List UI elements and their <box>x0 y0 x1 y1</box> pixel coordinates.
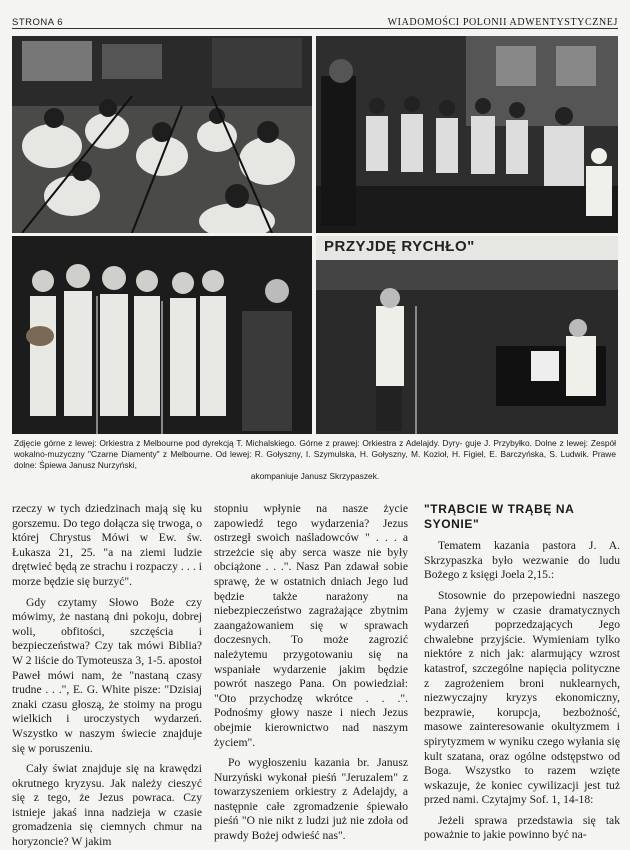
caption-line-1: Zdjęcie górne z lewej: Orkiestra z Melbourne pod dyrekcją T. Michalskiego. Górne z prawej: Orkiestra z Adelajdy. Dyry- <box>14 438 463 448</box>
caption-line-3: I. Szymulska, H. Gołyszny, M. Kozioł, H. Figiel, E. Barczyńska, S. Ludwik. Prawe dolne: Śpiewa Janusz Nurzyński, <box>14 449 617 470</box>
paragraph: Cały świat znajduje się na krawędzi okrutnego kryzysu. Jak należy cieszyć się z tego, że Jezus powraca. Czy istnieje jakaś inna nadzieja w czasie gromadzenia się ciemnych chmur na horyzoncie? W jakim <box>12 762 202 849</box>
paragraph: Po wygłoszeniu kazania br. Janusz Nurzyński wykonał pieśń "Jeruzalem" z towarzyszeniem orkiestry z Adelajdy, a następnie całe zgromadzenie śpiewało pieśń "O nie nikt z ludzi już nie zdoła od prawdy Bożej odwieść nas". <box>214 756 408 843</box>
caption-line-4: akompaniuje Janusz Skrzypaszek. <box>250 471 380 481</box>
paragraph: Tematem kazania pastora J. A. Skrzypaszka było wezwanie do ludu Bożego z księgi Joela 2,15.: <box>424 539 620 582</box>
article-column-1 <box>12 502 202 850</box>
article-column-2 <box>214 502 408 844</box>
paragraph: stopniu wpłynie na nasze życie zapowiedź tego wydarzenia? Jezus ostrzegł swoich naśladowców " . . . a strzeżcie się aby serca wasze nie były obciążone . . .". Nasz Pan zdawał sobie sprawę, że w ostatnich dniach Jego lud będzie także narażony na niebezpieczeństwo zagrażające zbytnim zaangażowaniem się w sprawach doczesnych. To może zagrozić należytemu przygotowaniu się na wspaniałe wydarzenie jakim będzie powrót naszego Pana. On powiedział: "Oto przychodzę wkrótce . . .". Podnośmy głowy nasze i niech Jezus obejmie kierownictwo nad naszym życiem". <box>214 502 408 749</box>
photo-orchestra-adelaide <box>316 36 618 233</box>
paragraph: Gdy czytamy Słowo Boże czy mówimy, że nastaną dni pokoju, dobrej woli, obfitości, szczęścia i bezpieczeństwa? Czy tak mówi Biblia? W 2 liście do Tymoteusza 3, 1-5. apostoł Paweł mówi nam, że "nastaną czasy trudne . . .", E. G. White pisze: "Dzisiaj znaki czasu głoszą, że stoimy na progu wielkich i uroczystych wydarzeń. Wszystko w naszym świecie znajduje się w poruszeniu. <box>12 595 202 755</box>
paragraph: rzeczy w tych dziedzinach mają się ku gorszemu. Do tego dołącza się trwoga, o której Chrystus Mówi w Ew. św. Łukasza 21, 25. "a na ziemi ludzie drętwieć będą ze strachu i rozpaczy . . . i morze będzie się burzyć". <box>12 502 202 588</box>
paragraph: Jeżeli sprawa przedstawia się tak poważnie to jakie powinno być na- <box>424 813 620 842</box>
section-heading: "TRĄBCIE W TRĄBĘ NA SYONIE" <box>424 502 574 531</box>
page-number: STRONA 6 <box>12 17 63 28</box>
banner-przyjde-rychlo: PRZYJDĘ RYCHŁO" <box>324 238 475 255</box>
photo-orchestra-melbourne <box>12 36 312 233</box>
publication-title: WIADOMOŚCI POLONII ADWENTYSTYCZNEJ <box>387 17 618 28</box>
photo-singer-piano <box>316 236 618 434</box>
paragraph: Stosownie do przepowiedni naszego Pana żyjemy w czasie dramatycznych wydarzeń poprzedzających Jego chwalebne przyjście. Wymieniam tylko niektóre z nich jak: alarmujący wzrost katastrof, szczególne napięcia polityczne z zagrożeniem broni nuklearnych, niezwyczajny kryzys ekonomiczny, bezprawie, korupcja, bezbożność, masowe zainteresowanie okultyzmem i spirytyzmem w wyniku czego wyłania się kult szatana, oraz ogólne odstępstwo od Boga. Wszystko to razem wzięte wskazuje, że koniec cywilizacji jest tuż przed nami. Czytajmy Sof. 1, 14-18: <box>424 588 620 807</box>
article-column-3 <box>424 502 620 843</box>
page-header <box>12 8 618 29</box>
photo-caption <box>14 438 616 482</box>
photo-vocal-group <box>12 236 312 434</box>
caption-line-2: guje J. Przybyłko. Dolne z lewej: Zespół wokalno-muzyczny "Czarne Diamenty" z Melbourne. Od lewej: R. Gołyszny, <box>14 438 616 459</box>
